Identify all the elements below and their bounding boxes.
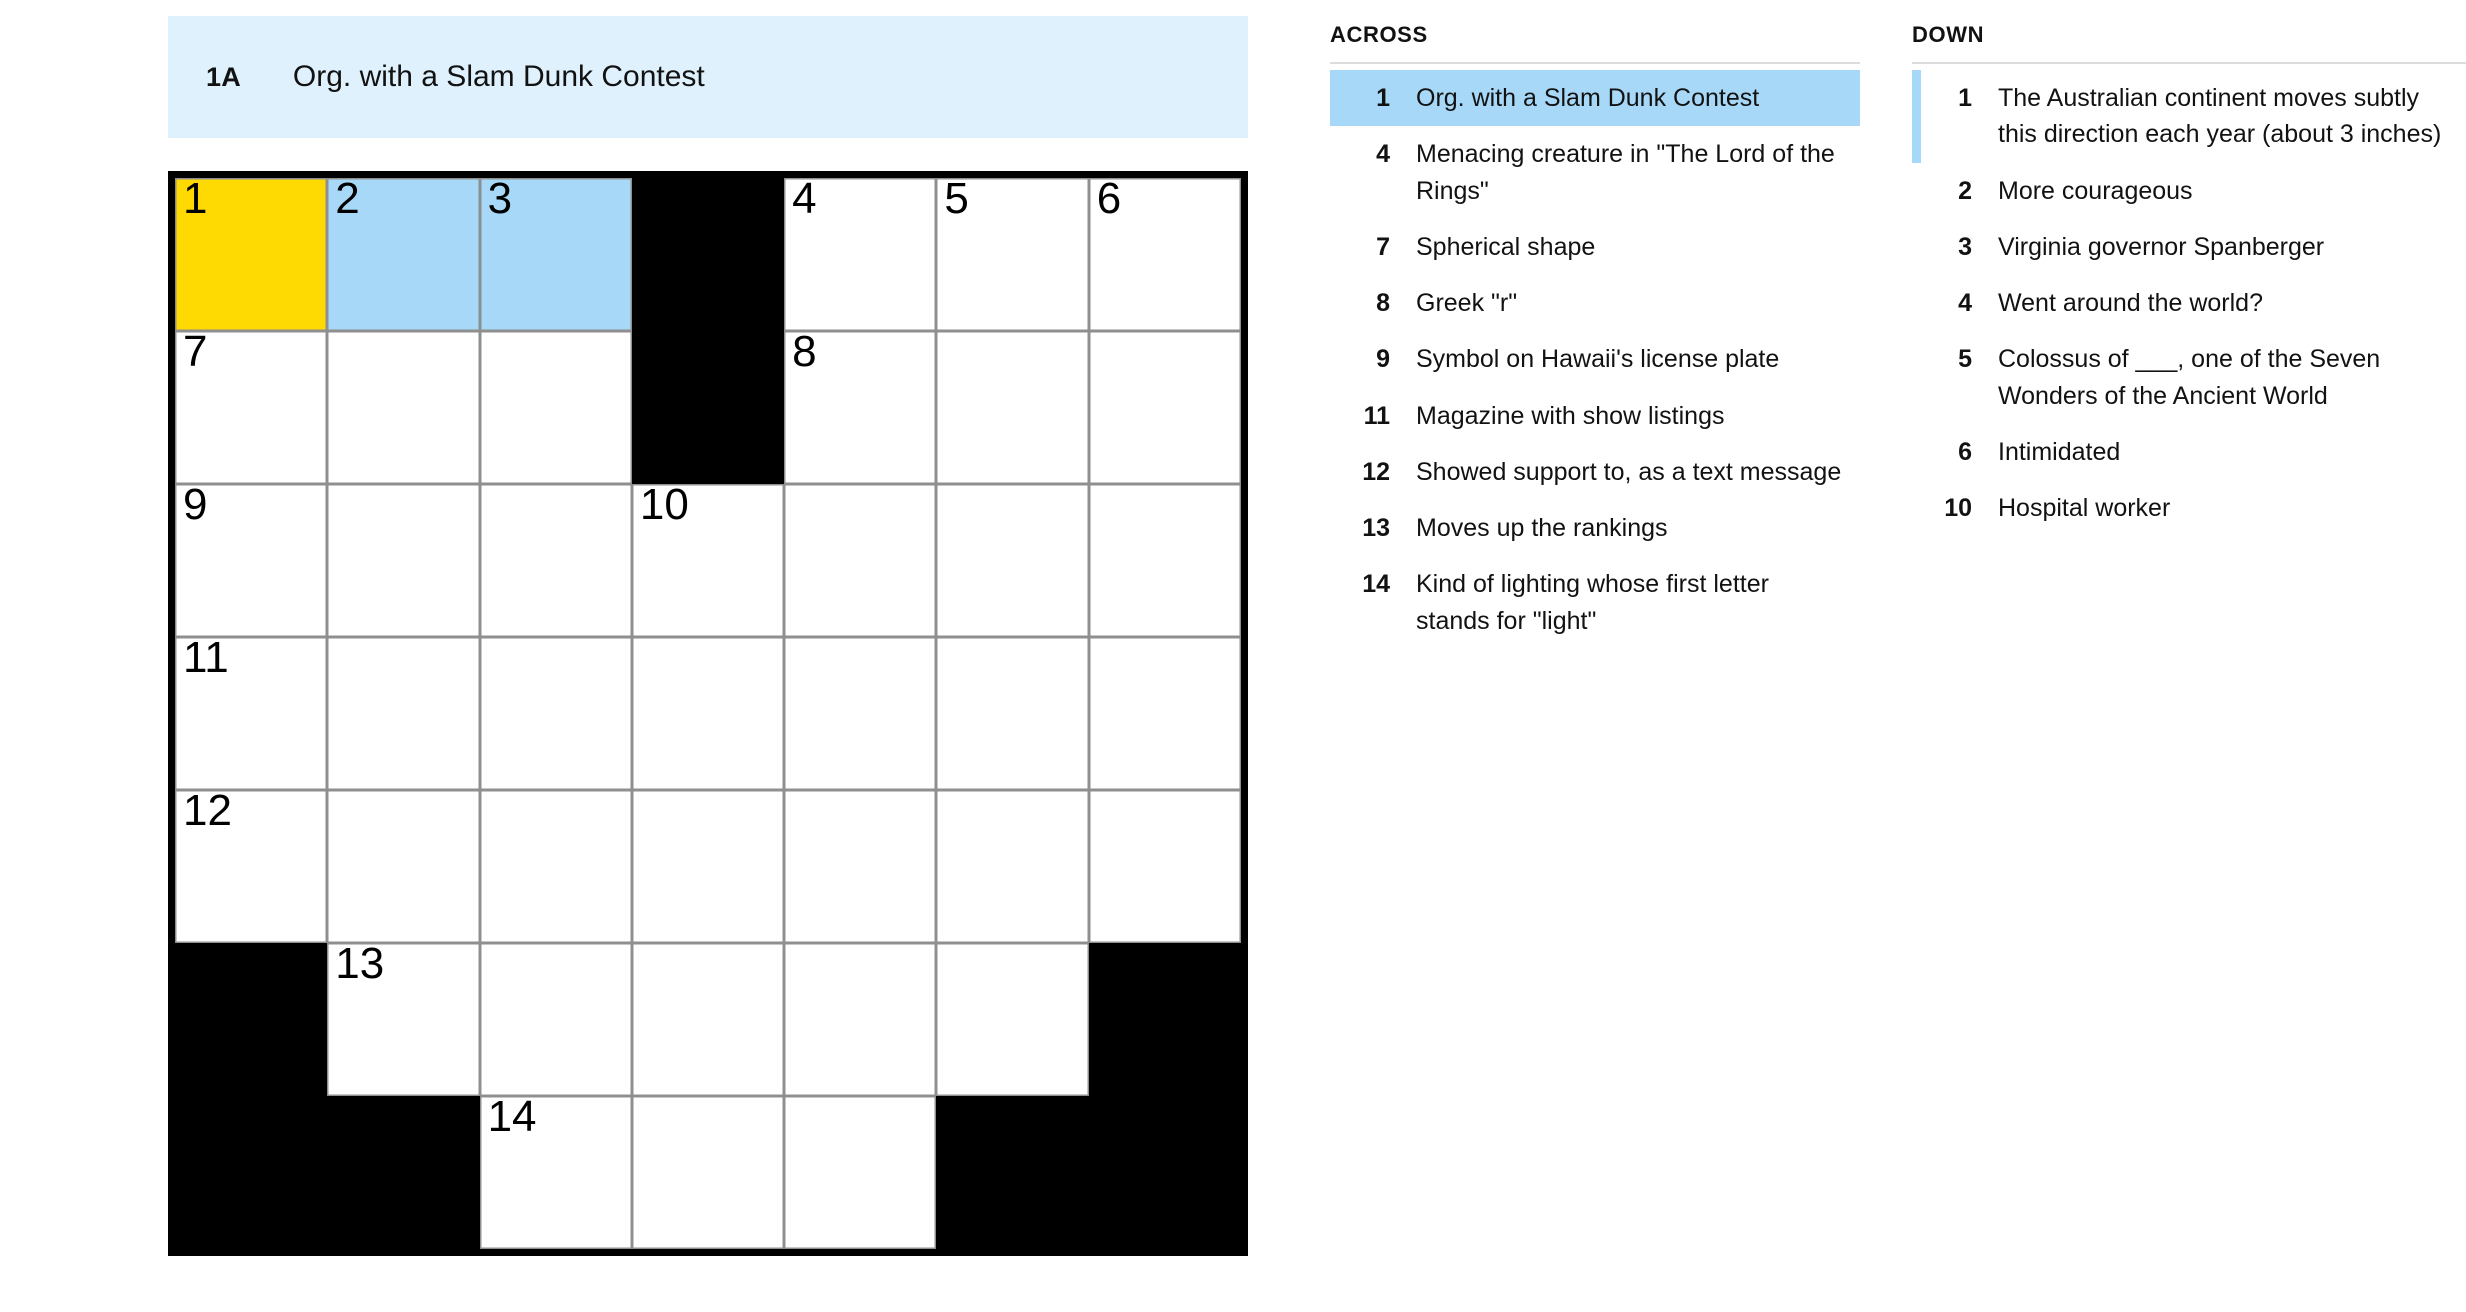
grid-cell[interactable] [1089, 331, 1241, 484]
grid-block [175, 1096, 327, 1249]
clue-number: 9 [1376, 345, 1390, 374]
clue-lists [1330, 22, 2466, 649]
grid-cell[interactable] [632, 480, 784, 637]
clue-text: Kind of lighting whose first letter stands for "light" [1416, 570, 1769, 635]
grid-cell[interactable] [175, 786, 327, 943]
clue-text: Spherical shape [1416, 232, 1596, 261]
grid-cell[interactable] [784, 637, 936, 790]
grid-cell[interactable] [175, 480, 327, 637]
grid-cell[interactable] [480, 943, 632, 1096]
cell-number: 13 [335, 939, 385, 988]
grid-cell[interactable] [936, 637, 1088, 790]
clue-number: 14 [1362, 570, 1390, 599]
grid-cell[interactable] [327, 939, 479, 1096]
cell-number: 10 [639, 480, 689, 529]
clue-text: Virginia governor Spanberger [1998, 232, 2325, 261]
clue-item-across-12[interactable] [1330, 444, 1860, 500]
grid-cell[interactable] [632, 637, 784, 790]
cell-number: 2 [335, 174, 360, 223]
clue-text: Greek "r" [1416, 289, 1518, 317]
cell-number: 9 [183, 480, 208, 529]
clue-text: Showed support to, as a text message [1416, 457, 1842, 486]
current-clue-text: Org. with a Slam Dunk Contest [292, 60, 705, 93]
grid-cell[interactable] [480, 637, 632, 790]
clue-item-down-10[interactable] [1912, 480, 2466, 536]
clue-number: 11 [1363, 401, 1390, 430]
grid-block [1089, 943, 1241, 1096]
grid-cell[interactable] [1089, 790, 1241, 943]
grid-cell[interactable] [784, 327, 936, 484]
down-title: DOWN [1912, 22, 1985, 47]
grid-cell[interactable] [632, 1096, 784, 1249]
clue-number: 6 [1958, 437, 1972, 466]
clue-number: 7 [1376, 232, 1390, 261]
clue-item-down-4[interactable] [1912, 275, 2466, 331]
cell-number: 14 [487, 1092, 537, 1141]
grid-cell[interactable] [1089, 174, 1241, 331]
grid-block [936, 1096, 1088, 1249]
grid-block [632, 331, 784, 484]
grid-block [175, 943, 327, 1096]
cell-number: 8 [792, 327, 817, 376]
puzzle-column [168, 16, 1248, 1256]
grid-cell[interactable] [936, 790, 1088, 943]
clue-text: Org. with a Slam Dunk Contest [1416, 84, 1760, 112]
grid-cell[interactable] [175, 633, 327, 790]
clue-item-across-4[interactable] [1330, 126, 1860, 219]
clue-text: Went around the world? [1998, 289, 2263, 317]
grid-cell[interactable] [784, 943, 936, 1096]
grid-cell[interactable] [327, 331, 479, 484]
grid-cell[interactable] [632, 943, 784, 1096]
clue-text: Hospital worker [1998, 494, 2171, 522]
grid-cell[interactable] [936, 943, 1088, 1096]
clue-number: 4 [1958, 289, 1972, 317]
grid-cell[interactable] [1089, 484, 1241, 637]
clue-number: 13 [1362, 514, 1390, 542]
cell-number: 12 [183, 786, 232, 835]
cell-number: 4 [792, 174, 817, 223]
clue-number: 1 [1376, 84, 1390, 112]
clue-text: Moves up the rankings [1416, 514, 1668, 542]
clue-item-across-13[interactable] [1330, 500, 1860, 556]
clue-text: The Australian continent moves subtly this direction each year (about 3 inches) [1998, 84, 2442, 149]
current-clue-number: 1A [206, 61, 241, 92]
grid-cell[interactable] [632, 790, 784, 943]
cell-number: 5 [944, 174, 969, 223]
grid-cell[interactable] [480, 790, 632, 943]
grid-cell[interactable] [784, 484, 936, 637]
clue-item-down-2[interactable] [1912, 163, 2466, 219]
clue-item-across-8[interactable] [1330, 275, 1860, 331]
grid-cell[interactable] [480, 331, 632, 484]
clue-number: 1 [1958, 84, 1972, 112]
clue-number: 12 [1362, 457, 1390, 486]
down-column [1912, 22, 2466, 649]
grid-block [1089, 1096, 1241, 1249]
clue-number: 10 [1944, 494, 1972, 522]
clue-number: 2 [1958, 176, 1972, 205]
clue-text: Symbol on Hawaii's license plate [1416, 345, 1780, 374]
grid-wrapper [168, 171, 1248, 1256]
grid-cell[interactable] [1089, 637, 1241, 790]
across-clue-list [1330, 70, 1860, 649]
grid-cell[interactable] [480, 1092, 632, 1249]
down-divider [1912, 62, 2466, 64]
grid-cell[interactable] [327, 484, 479, 637]
clue-number: 3 [1958, 232, 1972, 261]
grid-cell[interactable] [784, 790, 936, 943]
grid-cell[interactable] [936, 331, 1088, 484]
grid-cell[interactable] [784, 174, 936, 331]
clue-text: Colossus of ___, one of the Seven Wonders of the Ancient World [1998, 345, 2381, 410]
cell-number: 3 [487, 174, 513, 223]
grid-cell[interactable] [175, 174, 327, 331]
grid-cell[interactable] [936, 174, 1088, 331]
across-divider [1330, 62, 1860, 64]
clue-text: Menacing creature in "The Lord of the Rings" [1416, 140, 1835, 205]
clue-number: 5 [1958, 345, 1972, 374]
across-column [1330, 22, 1860, 649]
down-clue-list [1912, 70, 2466, 536]
clue-text: More courageous [1998, 176, 2193, 205]
grid-cell[interactable] [327, 174, 479, 331]
grid-cell[interactable] [480, 174, 632, 331]
clue-item-across-11[interactable] [1330, 388, 1860, 444]
grid-block [327, 1096, 479, 1249]
cell-number: 11 [183, 633, 229, 682]
grid-block [632, 178, 784, 331]
clue-number: 4 [1376, 140, 1390, 169]
cell-number: 1 [183, 174, 208, 223]
clue-item-down-5[interactable] [1912, 331, 2466, 424]
clue-text: Intimidated [1998, 437, 2121, 466]
clue-item-across-14[interactable] [1330, 556, 1860, 649]
cell-number: 7 [183, 327, 208, 376]
clue-item-down-1[interactable] [1912, 70, 2466, 163]
grid-cell[interactable] [327, 790, 479, 943]
clue-item-across-7[interactable] [1330, 219, 1860, 275]
clue-item-across-1[interactable] [1330, 70, 1860, 126]
grid-cell[interactable] [327, 637, 479, 790]
current-clue-banner[interactable] [168, 16, 1248, 138]
grid-cell[interactable] [936, 484, 1088, 637]
grid-cell[interactable] [175, 327, 327, 484]
grid-cell[interactable] [784, 1096, 936, 1249]
clue-text: Magazine with show listings [1416, 401, 1725, 430]
clue-item-down-3[interactable] [1912, 219, 2466, 275]
clue-number: 8 [1376, 289, 1390, 317]
clue-item-down-6[interactable] [1912, 424, 2466, 480]
grid-cell[interactable] [480, 484, 632, 637]
cell-number: 6 [1096, 174, 1122, 223]
crossword-grid[interactable] [168, 171, 1248, 1256]
clue-item-across-9[interactable] [1330, 331, 1860, 387]
across-title: ACROSS [1330, 22, 1428, 47]
